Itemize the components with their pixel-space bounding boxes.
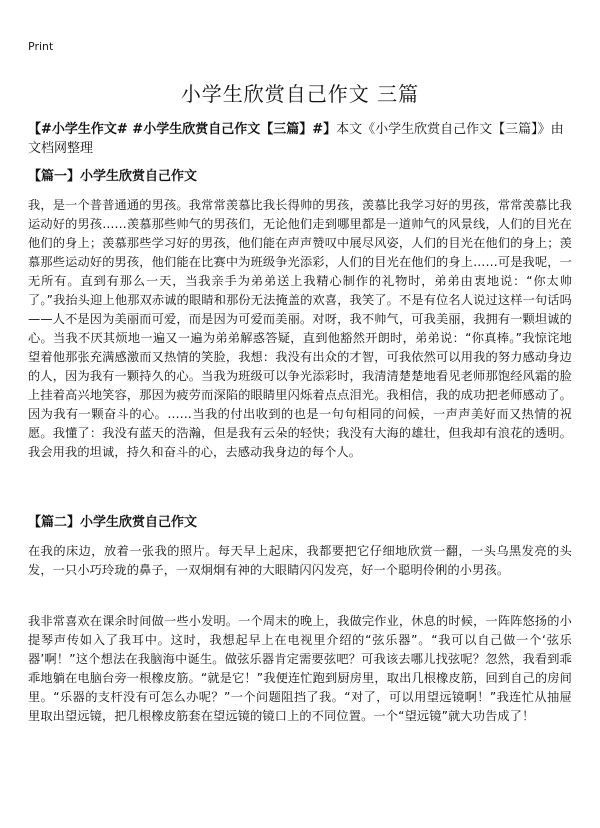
page-title: 小学生欣赏自己作文 三篇 [180,82,420,106]
print-link[interactable]: Print [28,40,54,53]
section1-paragraph: 我，是一个普普通通的男孩。我常常羡慕比我长得帅的男孩，羡慕比我学习好的男孩，常常羡慕比我运动好的男孩……羡慕那些帅气的男孩们，无论他们走到哪里都是一道帅气的风景线，人们的目光在他们的身上；羡慕那些学习好的男孩，他们能在声声赞叹中展尽风姿，人们的目光在他们的身上；羡慕那些运动好的男孩，他们能在比赛中为班级争光添彩，人们的目光在他们的身上……可是我呢，一无所有。直到有那么一天，当我亲手为弟弟送上我精心制作的礼物时，弟弟由衷地说：“你太帅了。”我抬头迎上他那双赤诚的眼睛和那份无法掩盖的欢喜，我笑了。不是有位名人说过这样一句话吗——人不是因为美丽而可爱，而是因为可爱而美丽。对呀，我不帅气，可我美丽，我拥有一颗坦诚的心。当我不厌其烦地一遍又一遍为弟弟解惑答疑，直到他豁然开朗时，弟弟说：“你真棒。”我惊诧地望着他那张充满感激而又热情的笑脸，我想：我没有出众的才智，可我依然可以用我的努力感动身边的人，因为我有一颗持久的心。当我为班级可以争光添彩时，我清清楚楚地看见老师那饱经风霜的脸上挂着高兴地笑容，那因为疲劳而深陷的眼睛里闪烁着点点泪光。我相信，我的成功把老师感动了。因为我有一颗奋斗的心。……当我的付出收到的也是一句句相同的问候，一声声美好而又热情的祝愿。我懂了：我没有蓝天的浩瀚，但是我有云朵的轻快；我没有大海的雄壮，但我却有浪花的透明。我会用我的坦诚，持久和奋斗的心，去感动我身边的每个人。 [28,198,572,459]
intro-tags: 【#小学生作文# #小学生欣赏自己作文【三篇】#】 [28,122,337,137]
section2-heading: 【篇二】小学生欣赏自己作文 [28,515,198,530]
intro-line [28,120,572,158]
section1-heading: 【篇一】小学生欣赏自己作文 [28,169,198,184]
intro-body: 本文《小学生欣赏自己作文【三篇】》由文档网整理 [28,122,564,156]
section2-paragraph2: 我非常喜欢在课余时间做一些小发明。一个周末的晚上，我做完作业，休息的时候，一阵阵悠扬的小提琴声传如入了我耳中。这时，我想起早上在电视里介绍的“弦乐器”。“我可以自己做一个‘弦乐器’啊！”这个想法在我脑海中诞生。做弦乐器肯定需要弦吧？可我该去哪儿找弦呢？忽然，我看到乖乖地躺在电脑台旁一根橡皮筋。“就是它！”我便连忙跑到厨房里，取出几根橡皮筋，回到自己的房间里。“乐器的支杆没有可怎么办呢？”一个问题阻挡了我。“对了，可以用望远镜啊！”我连忙从抽屉里取出望远镜，把几根橡皮筋套在望远镜的镜口上的不同位置。一个“望远镜”就大功告成了！ [28,614,572,723]
section2-paragraph1: 在我的床边，放着一张我的照片。每天早上起床，我都要把它仔细地欣赏一翻，一头乌黑发亮的头发，一只小巧玲珑的鼻子，一双炯炯有神的大眼睛闪闪发亮，好一个聪明伶俐的小男孩。 [28,544,572,577]
